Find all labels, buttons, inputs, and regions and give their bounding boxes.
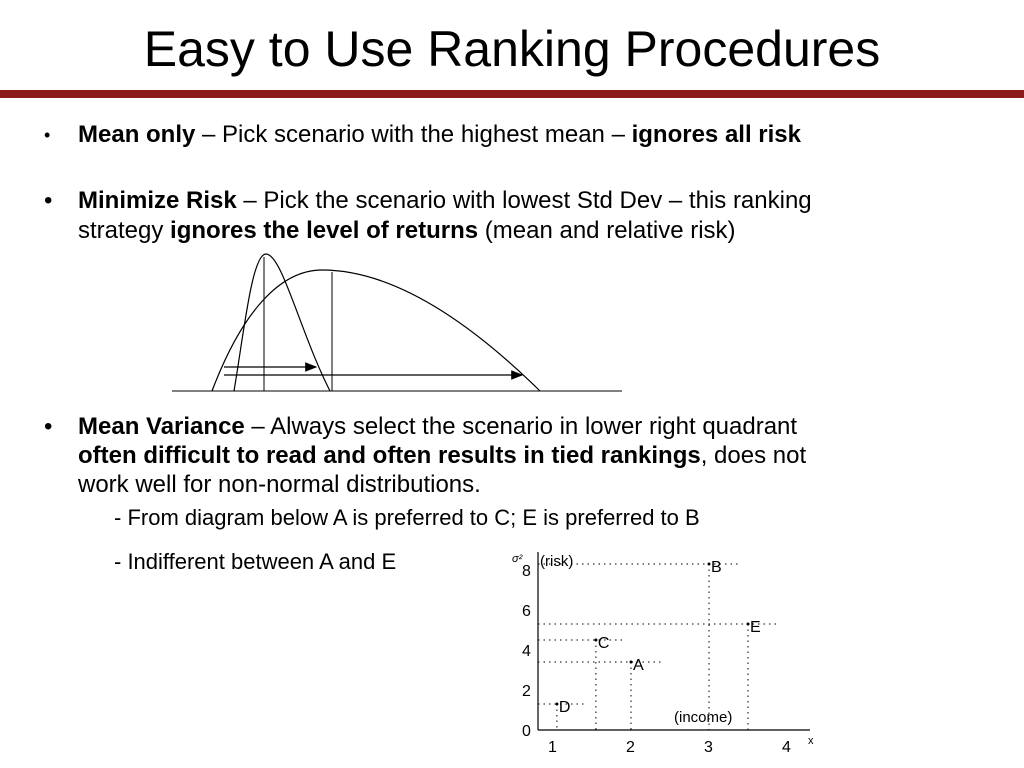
x-axis-label: (income) <box>674 709 733 726</box>
sub-point-indifference: - Indifferent between A and E <box>114 549 397 574</box>
bullet-body: – Pick scenario with the highest mean – <box>195 121 632 148</box>
bullet-text <box>78 412 806 499</box>
distribution-curves-diagram <box>160 252 630 398</box>
title-divider <box>0 90 1024 98</box>
bullet-lead: Mean Variance <box>78 413 245 440</box>
bullet-lead: Mean only <box>78 121 196 148</box>
x-axis-symbol: x <box>808 735 814 747</box>
bullet-body-line2-end: (mean and relative risk) <box>478 217 736 244</box>
point-label-C: C <box>597 635 610 652</box>
bullet-body-line2: strategy <box>78 217 171 244</box>
bullet-emphasis: ignores all risk <box>631 121 801 148</box>
mean-variance-chart <box>500 544 830 756</box>
bullet-dot: • <box>44 187 53 214</box>
wide-distribution-curve <box>212 270 540 391</box>
point-label-E: E <box>750 619 761 636</box>
y-tick-label: 8 <box>522 563 531 580</box>
x-tick-label: 3 <box>704 739 713 756</box>
bullet-body: – Pick the scenario with lowest Std Dev – this ranking <box>236 187 812 214</box>
point-label-B: B <box>711 559 722 576</box>
bullet-dot: • <box>44 413 53 440</box>
point-label-A: A <box>633 657 644 674</box>
y-tick-label: 6 <box>522 603 531 620</box>
bullet-text <box>78 186 812 246</box>
bullet-emphasis: often difficult to read and often results in tied rankings <box>78 442 701 469</box>
x-tick-label: 4 <box>782 739 791 756</box>
x-tick-label: 2 <box>626 739 635 756</box>
slide-title: Easy to Use Ranking Procedures <box>143 21 881 77</box>
x-tick-label: 1 <box>548 739 557 756</box>
bullet-dot: • <box>44 125 51 145</box>
y-axis-label: (risk) <box>540 553 574 570</box>
bullet-body-line3: work well for non-normal distributions. <box>78 471 481 498</box>
point-label-D: D <box>558 699 571 716</box>
bullet-body-line2-end: , does not <box>700 442 807 469</box>
bullet-emphasis: ignores the level of returns <box>170 217 479 244</box>
bullet-body: – Always select the scenario in lower right quadrant <box>244 413 798 440</box>
bullet-lead: Minimize Risk <box>78 187 237 214</box>
narrow-distribution-curve <box>234 254 330 391</box>
bullet-text <box>78 120 801 150</box>
y-tick-label: 4 <box>522 643 531 660</box>
y-axis-symbol: σ² <box>512 553 523 565</box>
y-tick-label: 0 <box>522 723 531 740</box>
y-tick-label: 2 <box>522 683 531 700</box>
sub-point-preference: - From diagram below A is preferred to C; E is preferred to B <box>114 505 700 530</box>
